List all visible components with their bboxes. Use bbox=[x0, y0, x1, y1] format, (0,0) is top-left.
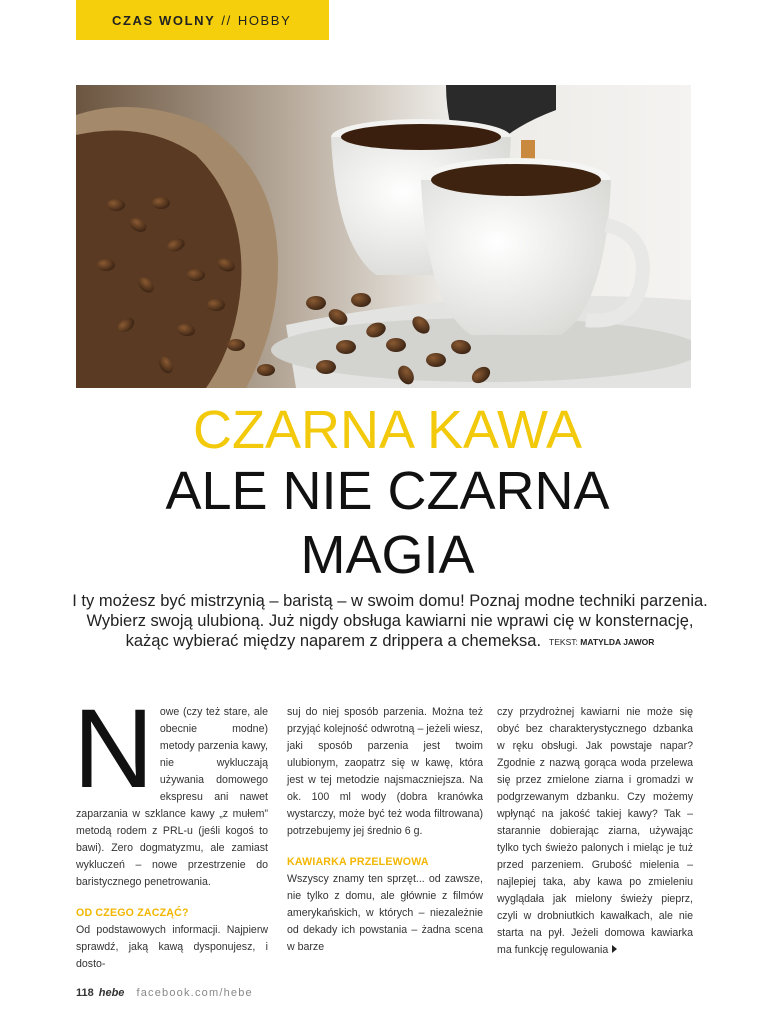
website-link: facebook.com/hebe bbox=[136, 987, 253, 999]
page-footer bbox=[76, 987, 253, 999]
headline-line-2: ALE NIE CZARNA bbox=[165, 461, 610, 521]
coffee-photo bbox=[76, 85, 691, 388]
section-name: CZAS WOLNY bbox=[112, 12, 216, 28]
page-number: 118 bbox=[76, 987, 94, 999]
credit-name: MATYLDA JAWOR bbox=[580, 637, 655, 647]
continue-arrow-icon bbox=[612, 945, 617, 953]
headline-line-3: MAGIA bbox=[300, 525, 475, 585]
column-2-body: Wszyscy znamy ten sprzęt... od zawsze, nie tylko z domu, ale głównie z filmów amerykańskich, w których – niezależnie od dekady ich powstania – żadna scena w barze bbox=[287, 873, 483, 953]
subhead-drip-coffee-maker: KAWIARKA PRZELEWOWA bbox=[287, 856, 429, 868]
article-column-2 bbox=[287, 704, 483, 956]
article-column-1 bbox=[73, 686, 268, 973]
author-credit bbox=[549, 637, 654, 647]
headline-line-1: CZARNA KAWA bbox=[192, 400, 583, 460]
section-subname: HOBBY bbox=[237, 12, 292, 28]
credit-label: TEKST: bbox=[549, 637, 578, 647]
magazine-name: hebe bbox=[98, 987, 125, 999]
section-separator: // bbox=[221, 12, 232, 28]
lead-text: I ty możesz być mistrzynią – baristą – w swoim domu! Poznaj modne techniki parzenia. Wybierz swoją ulubioną. Już nigdy obsługa kawiarni nie wprawi cię w konsternację, każąc wybierać między naparem z drippera a chemeksa. bbox=[72, 592, 708, 650]
column-2-intro: suj do niej sposób parzenia. Można też przyjąć kolejność odwrotną – jeżeli wiesz, jaki sposób parzenia jest twoim ulubionym, zaopatrz się w kawę, która jest w tej metodzie najsmaczniejsza. Na ok. 100 ml wody (dobra kranówka wystarczy, może być też woda filtrowana) potrzebujemy jej średnio 6 g. bbox=[287, 706, 483, 837]
drop-cap: N bbox=[73, 686, 154, 811]
subhead-how-to-start: OD CZEGO ZACZĄĆ? bbox=[76, 907, 189, 919]
column-1-body: Od podstawowych informacji. Najpierw sprawdź, jaką kawą dysponujesz, i dosto- bbox=[76, 924, 268, 970]
lead-paragraph bbox=[70, 591, 710, 652]
column-3-body: czy przydrożnej kawiarni nie może się obyć bez charakterystycznego dzbanka w ręku obsługi. Jak powstaje napar? Zgodnie z nazwą gorąca woda przelewa się przez zmielone ziarna i gromadzi w podgrzewanym dzbanku. Czy możemy wpłynąć na jakość takiej kawy? Tak – starannie dobierając ziarna, używając tylko tych świeżo palonych i mieląc je tuż przed parzeniem. Grubość mielenia – najlepiej taka, aby kawa po zmieleniu wyglądała jak mielony świeży pieprz, czyli w drobniutkich kawałkach, ale nie starta na pył. Jeżeli domowa kawiarka ma funkcję regulowania bbox=[497, 706, 693, 956]
section-tag bbox=[76, 0, 329, 40]
column-1-intro: owe (czy też stare, ale obecnie modne) metody parzenia kawy, nie wykluczają używania domowego ekspresu ani nawet zaparzania w szklance kawy „z mułem” metodą rodem z PRL-u (jeśli kogoś to bawi). Zero dogmatyzmu, ale zamiast wykluczeń – nowe przestrzenie do baristycznego penetrowania. bbox=[76, 706, 268, 888]
article-column-3 bbox=[497, 704, 693, 959]
